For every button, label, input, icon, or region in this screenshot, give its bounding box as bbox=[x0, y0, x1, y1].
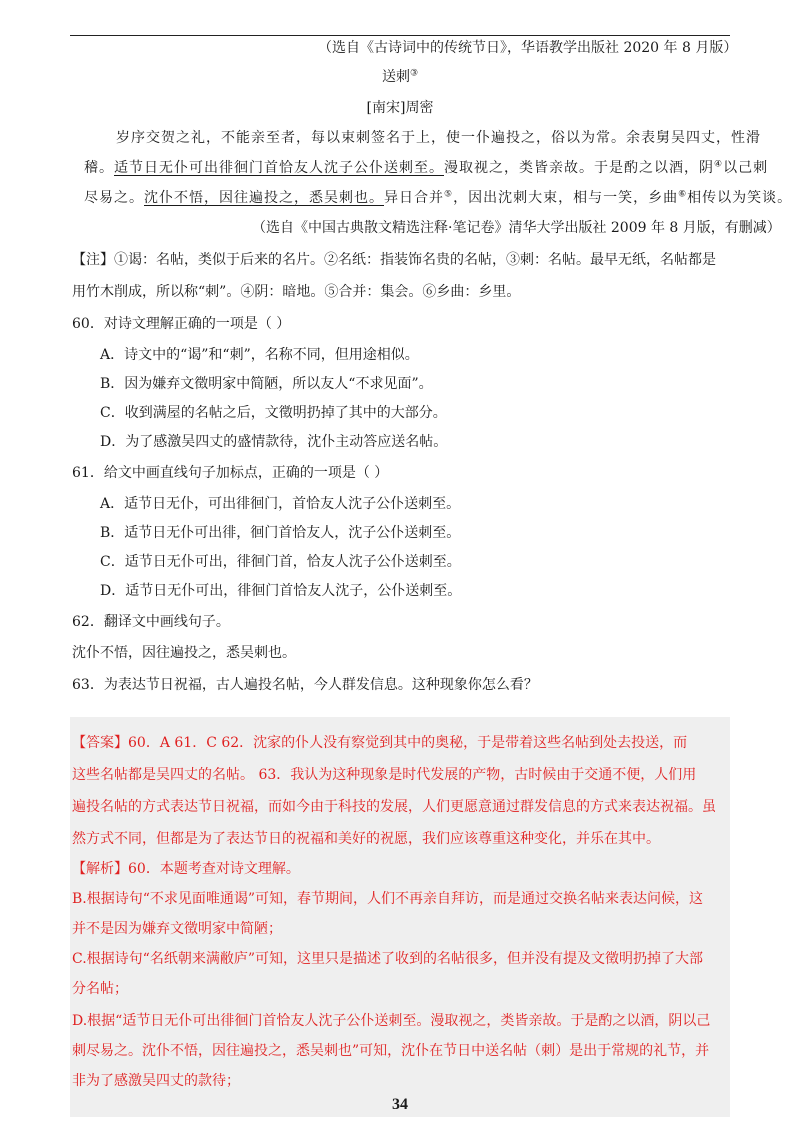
prose-text: 相传以为笑谈。 bbox=[687, 190, 793, 206]
underlined-sentence-1: 适节日无仆可出徘徊门首恰友人沈子公仆送刺至。 bbox=[114, 160, 444, 176]
prose-text: 漫取视之，类皆亲故。于是酌之以酒，阴 bbox=[444, 160, 714, 176]
q61-option-a: A．适节日无仆，可出徘徊门，首恰友人沈子公仆送刺至。 bbox=[100, 496, 461, 512]
analysis-line-c2: 分名帖； bbox=[72, 981, 128, 997]
analysis-line-d3: 非为了感激吴四丈的款待； bbox=[72, 1073, 240, 1089]
prose-text: ，因出沈刺大束，相与一笑，乡曲 bbox=[453, 190, 679, 206]
prose-line-2 bbox=[84, 158, 768, 178]
q62-stem: 62．翻译文中画线句子。 bbox=[72, 614, 230, 630]
analysis-line-b2: 并不是因为嫌弃文徵明家中简陋； bbox=[72, 921, 282, 937]
notes-line-2: 用竹木削成，所以称“刺”。④阴：暗地。⑤合并：集会。⑥乡曲：乡里。 bbox=[72, 284, 521, 300]
prose-text: 尽易之。 bbox=[84, 190, 144, 206]
analysis-line-d2: 刺尽易之。沈仆不悟，因往遍投之，悉吴刺也”可知，沈仆在节日中送名帖（刺）是出于常规的礼节，并 bbox=[72, 1043, 710, 1059]
q60-stem: 60．对诗文理解正确的一项是（ ） bbox=[72, 316, 291, 332]
note-marker: ⑤ bbox=[444, 189, 454, 200]
q60-option-c: C．收到满屋的名帖之后，文徵明扔掉了其中的大部分。 bbox=[100, 405, 447, 421]
prose-title-text: 送刺 bbox=[381, 69, 410, 85]
q60-option-b: B．因为嫌弃文徵明家中简陋，所以友人“不求见面”。 bbox=[100, 376, 433, 392]
prose-text: 以己刺 bbox=[723, 160, 769, 176]
answer-line-1: 【答案】60．A 61．C 62．沈家的仆人没有察觉到其中的奥秘，于是带着这些名帖到处去投送，而 bbox=[72, 735, 688, 751]
prose-title bbox=[0, 67, 800, 87]
answer-line-2: 这些名帖都是吴四丈的名帖。 63．我认为这种现象是时代发展的产物，古时候由于交通不便，人们用 bbox=[72, 767, 697, 783]
q61-option-c: C．适节日无仆可出，徘徊门首，恰友人沈子公仆送刺至。 bbox=[100, 554, 461, 570]
poem-source: （选自《古诗词中的传统节日》，华语教学出版社 2020 年 8 月版） bbox=[318, 40, 738, 56]
q62-sentence: 沈仆不悟，因往遍投之，悉吴刺也。 bbox=[72, 645, 296, 661]
answer-line-3: 遍投名帖的方式表达节日祝福，而如今由于科技的发展，人们更愿意通过群发信息的方式来表达祝福。虽 bbox=[72, 799, 716, 815]
note-marker: ⑥ bbox=[678, 189, 688, 200]
analysis-line-d1: D.根据“适节日无仆可出徘徊门首恰友人沈子公仆送刺至。漫取视之，类皆亲故。于是酌之以酒，阴以己 bbox=[72, 1013, 711, 1029]
prose-author: [南宋]周密 bbox=[366, 100, 434, 116]
prose-text: 异日合并 bbox=[384, 190, 444, 206]
analysis-line-b1: B.根据诗句“不求见面唯通谒”可知，春节期间，人们不再亲自拜访，而是通过交换名帖来表达问候，这 bbox=[72, 891, 704, 907]
notes-line-1: 【注】①谒：名帖，类似于后来的名片。②名纸：指装饰名贵的名帖，③刺：名帖。最早无纸，名帖都是 bbox=[72, 252, 716, 268]
prose-source: （选自《中国古典散文精选注释·笔记卷》清华大学出版社 2009 年 8 月版，有删减） bbox=[252, 220, 781, 236]
prose-line-3 bbox=[84, 188, 792, 208]
prose-text: 稽。 bbox=[84, 160, 114, 176]
title-note-marker: ③ bbox=[409, 68, 419, 79]
q60-option-a: A．诗文中的“谒”和“刺”，名称不同，但用途相似。 bbox=[100, 347, 419, 363]
q60-option-d: D．为了感激吴四丈的盛情款待，沈仆主动答应送名帖。 bbox=[100, 434, 448, 450]
underlined-sentence-2: 沈仆不悟，因往遍投之，悉吴刺也。 bbox=[144, 190, 384, 206]
answer-line-4: 然方式不同，但都是为了表达节日的祝福和美好的祝愿，我们应该尊重这种变化，并乐在其中。 bbox=[72, 831, 660, 847]
q61-stem: 61．给文中画直线句子加标点，正确的一项是（ ） bbox=[72, 465, 389, 481]
q63-stem: 63．为表达节日祝福，古人遍投名帖，今人群发信息。这种现象你怎么看？ bbox=[72, 677, 538, 693]
q61-option-b: B．适节日无仆可出徘，徊门首恰友人，沈子公仆送刺至。 bbox=[100, 525, 461, 541]
note-marker: ④ bbox=[714, 159, 724, 170]
q61-option-d: D．适节日无仆可出，徘徊门首恰友人沈子，公仆送刺至。 bbox=[100, 583, 462, 599]
header-rule bbox=[70, 35, 730, 36]
prose-line-1: 岁序交贺之礼，不能亲至者，每以束刺签名于上，使一仆遍投之，俗以为常。余表舅吴四丈，性滑 bbox=[116, 130, 761, 146]
page-number: 34 bbox=[392, 1096, 408, 1113]
analysis-line-c1: C.根据诗句“名纸朝来满敝庐”可知，这里只是描述了收到的名帖很多，但并没有提及文徵明扔掉了大部 bbox=[72, 951, 703, 967]
analysis-heading: 【解析】60．本题考查对诗文理解。 bbox=[72, 861, 300, 877]
